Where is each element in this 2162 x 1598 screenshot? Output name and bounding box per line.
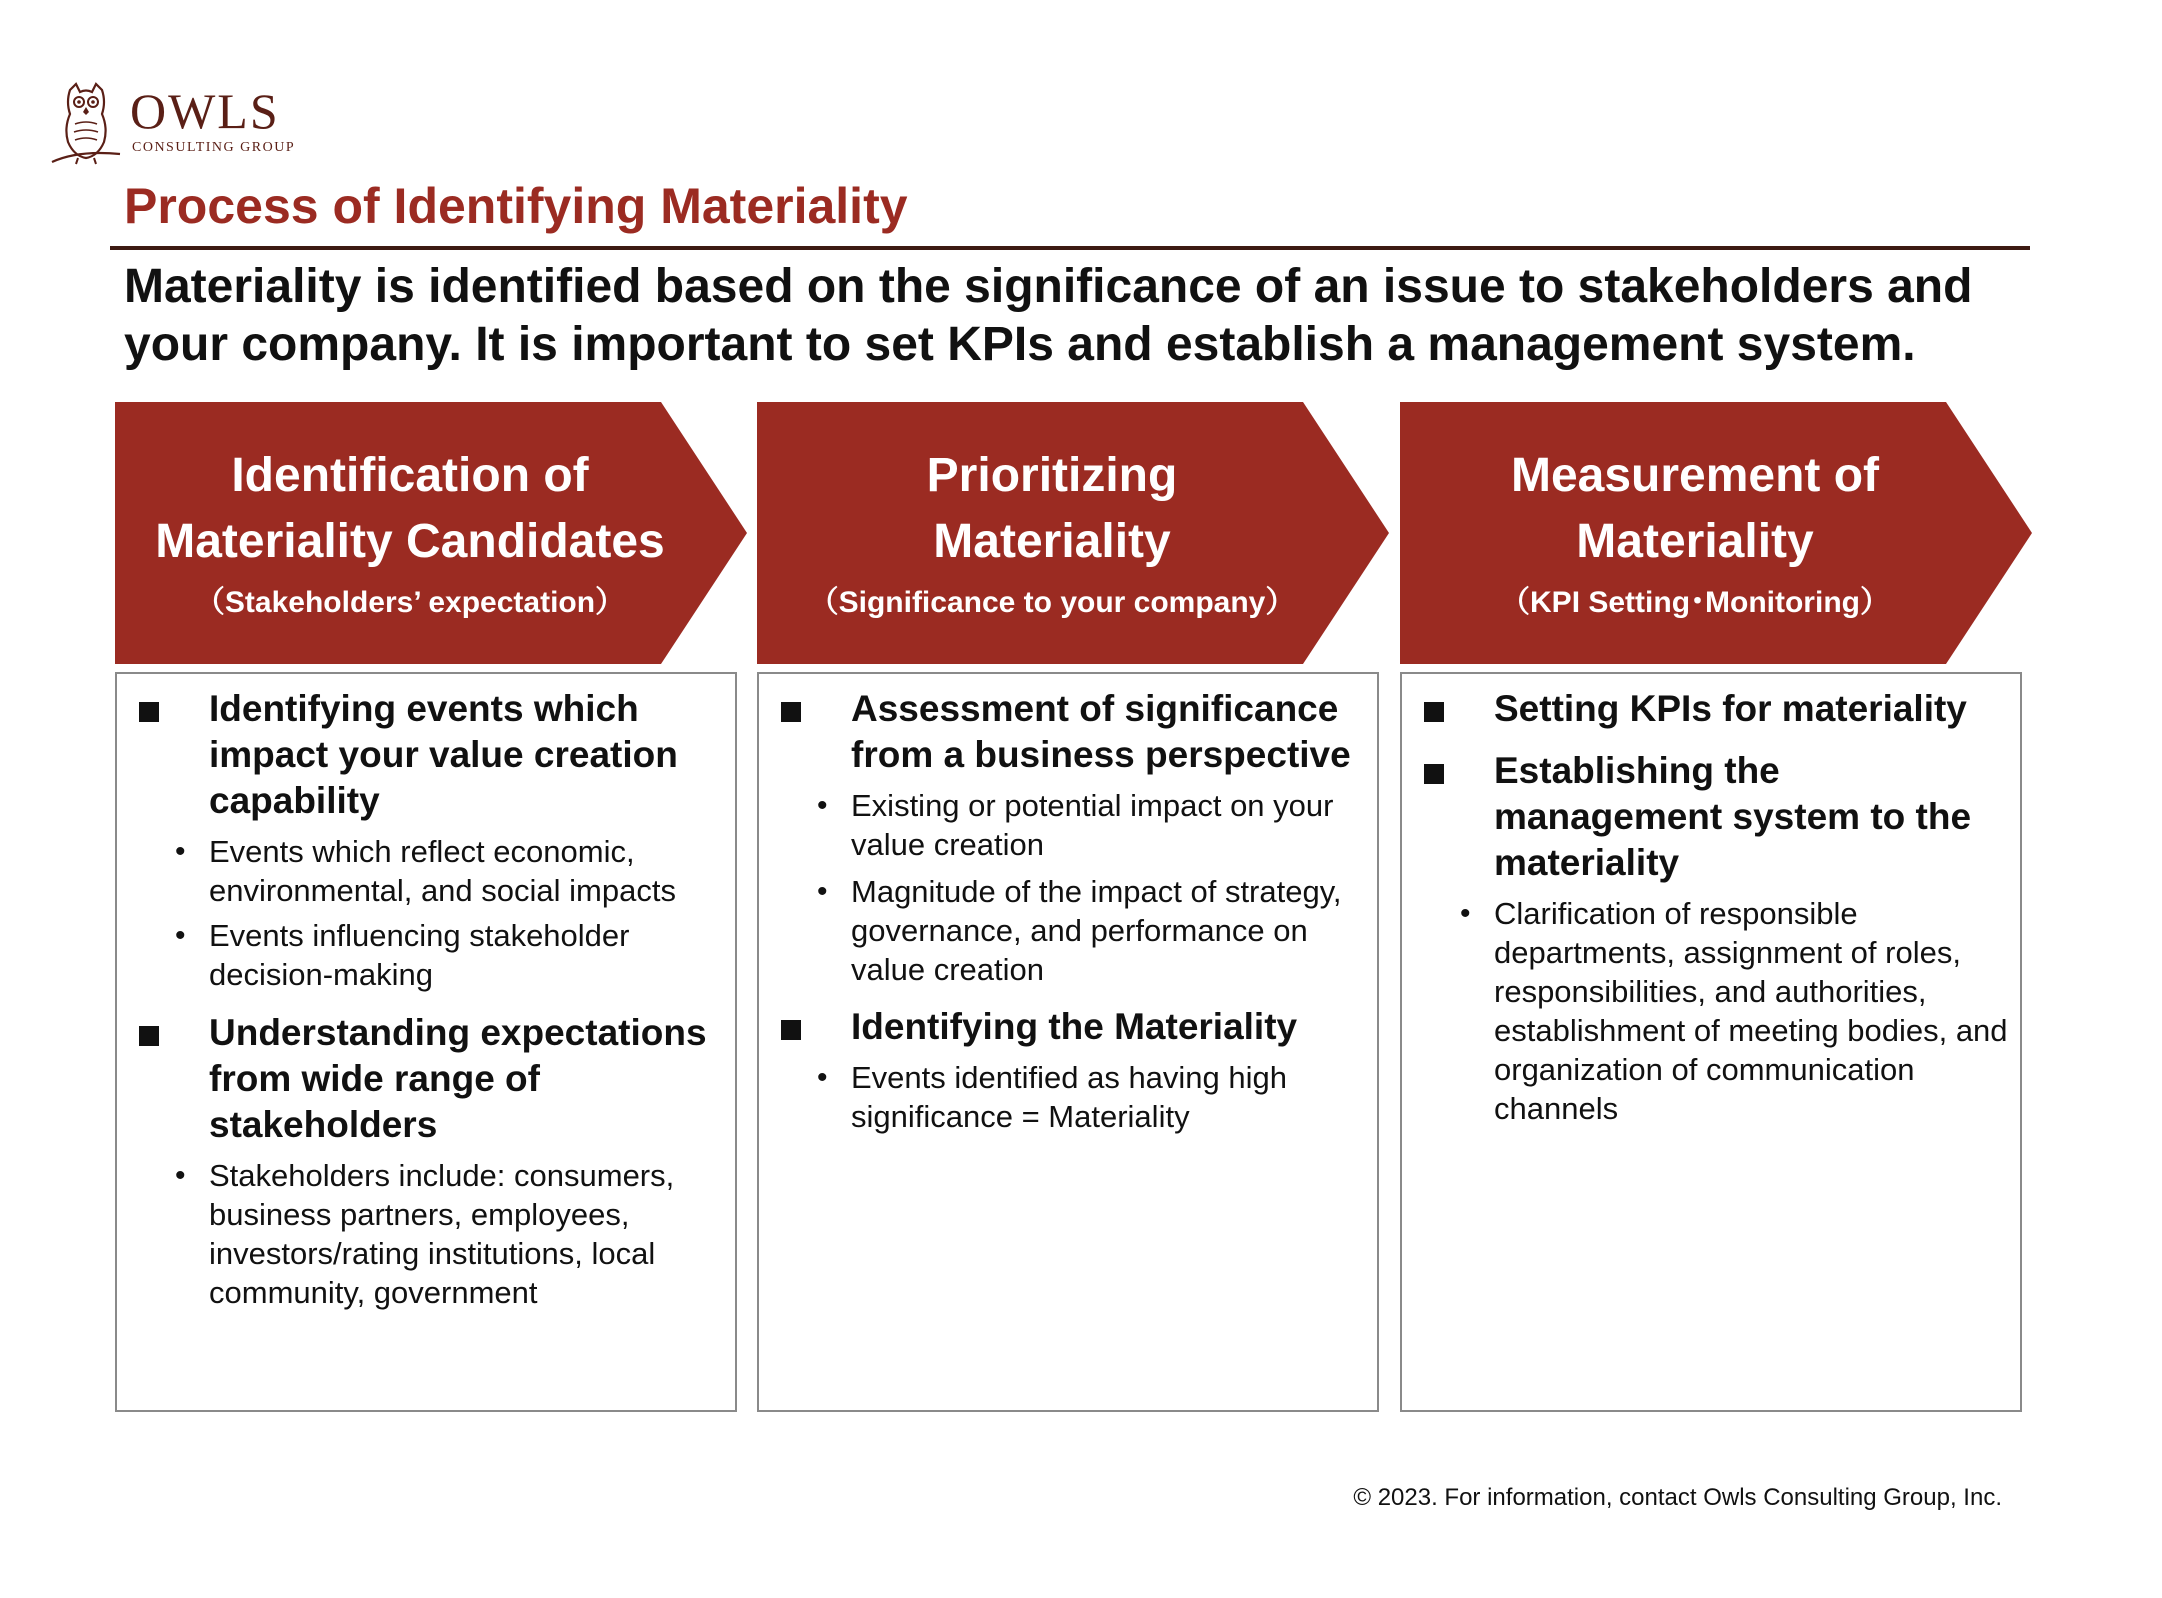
sub-item-text: Events influencing stakeholder decision-making bbox=[209, 918, 630, 992]
square-bullet-icon bbox=[1424, 764, 1444, 784]
logo-subtitle: CONSULTING GROUP bbox=[132, 140, 296, 155]
main-item-text: Establishing the management system to the materiality bbox=[1494, 750, 1972, 883]
square-bullet-icon bbox=[139, 702, 159, 722]
sub-item-text: Existing or potential impact on your value creation bbox=[851, 788, 1334, 862]
square-bullet-icon bbox=[781, 1020, 801, 1040]
lead-text: Materiality is identified based on the significance of an issue to stakeholders and your company. It is important to set KPIs and establish a management system. bbox=[124, 260, 1973, 371]
main-item-text: Understanding expectations from wide range of stakeholders bbox=[209, 1012, 707, 1145]
company-logo bbox=[48, 80, 308, 170]
dot-bullet-icon: • bbox=[817, 789, 828, 822]
step-title-line: Materiality bbox=[933, 515, 1171, 568]
step-1-panel bbox=[115, 672, 737, 1412]
main-item-text: Setting KPIs for materiality bbox=[1494, 688, 1967, 729]
step-3-heading bbox=[1400, 402, 1990, 664]
step-1-heading bbox=[115, 402, 705, 664]
owl-logo-icon bbox=[48, 80, 124, 166]
main-item-text: Identifying events which impact your value creation capability bbox=[209, 688, 678, 821]
sub-item-text: Magnitude of the impact of strategy, governance, and performance on value creation bbox=[851, 874, 1342, 987]
square-bullet-icon bbox=[781, 702, 801, 722]
square-bullet-icon bbox=[1424, 702, 1444, 722]
sub-item-text: Events which reflect economic, environmental, and social impacts bbox=[209, 834, 676, 908]
step-subtitle: （Significance to your company） bbox=[808, 586, 1296, 619]
main-item-text: Identifying the Materiality bbox=[851, 1006, 1298, 1047]
step-title-line: Materiality bbox=[1576, 515, 1814, 568]
step-2-heading bbox=[757, 402, 1347, 664]
step-title-line: Prioritizing bbox=[926, 449, 1178, 502]
dot-bullet-icon: • bbox=[175, 919, 186, 952]
step-title-line: Measurement of bbox=[1510, 449, 1880, 502]
dot-bullet-icon: • bbox=[817, 1061, 828, 1094]
copyright-footer: © 2023. For information, contact Owls Consulting Group, Inc. bbox=[1353, 1484, 2002, 1511]
square-bullet-icon bbox=[139, 1026, 159, 1046]
step-subtitle: （Stakeholders’ expectation） bbox=[194, 586, 626, 619]
dot-bullet-icon: • bbox=[175, 835, 186, 868]
dot-bullet-icon: • bbox=[1460, 897, 1471, 930]
step-title-line: Identification of bbox=[231, 449, 589, 502]
sub-item-text: Stakeholders include: consumers, business partners, employees, investors/rating institutions, local community, government bbox=[209, 1158, 675, 1310]
main-item-text: Assessment of significance from a business perspective bbox=[851, 688, 1351, 775]
sub-item-text: Clarification of responsible departments, assignment of roles, responsibilities, and authorities, establishment of meeting bodies, and organization of communication channels bbox=[1494, 896, 2008, 1126]
logo-name: OWLS bbox=[130, 83, 280, 139]
dot-bullet-icon: • bbox=[817, 875, 828, 908]
step-3-panel bbox=[1400, 672, 2022, 1412]
title-divider bbox=[110, 246, 2030, 250]
page-title: Process of Identifying Materiality bbox=[124, 178, 908, 234]
step-subtitle: （KPI Setting･Monitoring） bbox=[1500, 586, 1890, 619]
dot-bullet-icon: • bbox=[175, 1159, 186, 1192]
step-title-line: Materiality Candidates bbox=[155, 515, 665, 568]
sub-item-text: Events identified as having high significance = Materiality bbox=[851, 1060, 1288, 1134]
step-2-panel bbox=[757, 672, 1379, 1412]
